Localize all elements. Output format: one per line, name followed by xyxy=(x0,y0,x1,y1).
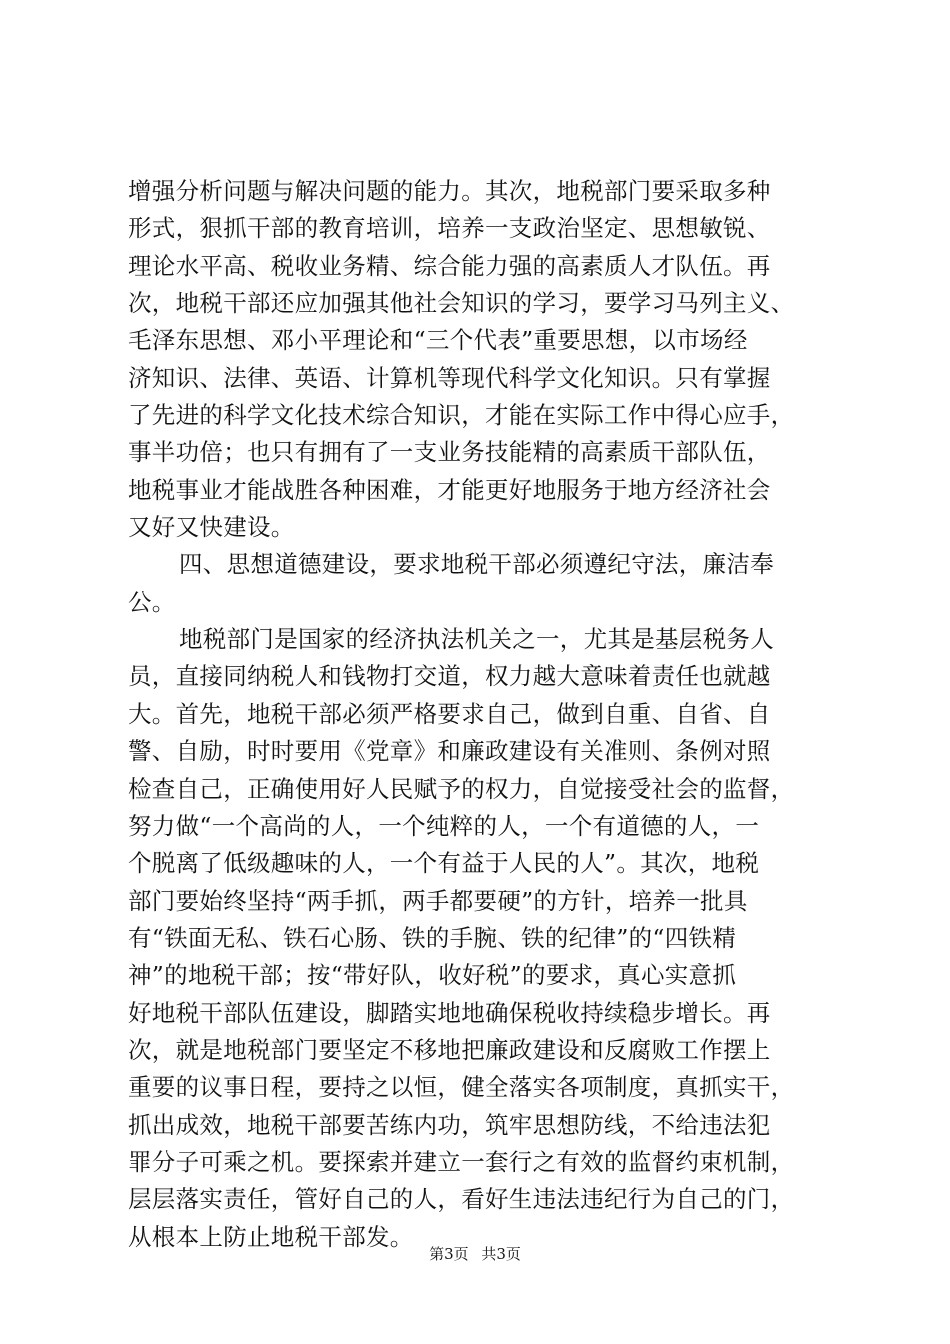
text-line: 好地税干部队伍建设，脚踏实地地确保税收持续稳步增长。再 xyxy=(128,998,771,1027)
text-line: 部门要始终坚持“两手抓，两手都要硬”的方针，培养一批具 xyxy=(128,886,748,915)
text-line: 理论水平高、税收业务精、综合能力强的高素质人才队伍。再 xyxy=(128,251,771,280)
text-line: 增强分析问题与解决问题的能力。其次，地税部门要采取多种 xyxy=(128,177,771,205)
text-line: 济知识、法律、英语、计算机等现代科学文化知识。只有掌握 xyxy=(128,363,771,392)
text-line: 地税事业才能战胜各种困难，才能更好地服务于地方经济社会 xyxy=(128,475,771,504)
text-line: 毛泽东思想、邓小平理论和“三个代表”重要思想，以市场经 xyxy=(128,326,748,355)
text-line: 警、自励，时时要用《党章》和廉政建设有关准则、条例对照 xyxy=(128,737,771,766)
text-line: 层层落实责任，管好自己的人，看好生违法违纪行为自己的门， xyxy=(128,1185,795,1214)
text-line: 重要的议事日程，要持之以恒，健全落实各项制度，真抓实干， xyxy=(128,1073,795,1102)
text-line: 从根本上防止地税干部发。 xyxy=(128,1222,414,1251)
text-line: 抓出成效，地税干部要苦练内功，筑牢思想防线，不给违法犯 xyxy=(128,1110,771,1139)
text-line: 检查自己，正确使用好人民赋予的权力，自觉接受社会的监督， xyxy=(128,774,795,803)
section-heading-line: 公。 xyxy=(128,587,176,616)
page-total: 共3页 xyxy=(481,1245,521,1263)
text-line: 次，地税干部还应加强其他社会知识的学习，要学习马列主义、 xyxy=(128,289,795,318)
text-line: 有“铁面无私、铁石心肠、铁的手腕、铁的纪律”的“四铁精 xyxy=(128,923,737,952)
text-line: 努力做“一个高尚的人，一个纯粹的人，一个有道德的人，一 xyxy=(128,811,760,840)
document-body xyxy=(128,173,832,1256)
text-line: 罪分子可乘之机。要探索并建立一套行之有效的监督约束机制， xyxy=(128,1147,795,1176)
text-line: 事半功倍；也只有拥有了一支业务技能精的高素质干部队伍， xyxy=(128,438,771,467)
text-line: 次，就是地税部门要坚定不移地把廉政建设和反腐败工作摆上 xyxy=(128,1035,771,1064)
text-line: 个脱离了低级趣味的人，一个有益于人民的人”。其次，地税 xyxy=(128,849,760,878)
section-heading-line: 四、思想道德建设，要求地税干部必须遵纪守法，廉洁奉 xyxy=(179,550,774,579)
text-line: 又好又快建设。 xyxy=(128,513,295,542)
text-line: 大。首先，地税干部必须严格要求自己，做到自重、自省、自 xyxy=(128,699,771,728)
page-footer xyxy=(0,1244,950,1264)
page-number: 第3页 xyxy=(429,1245,469,1263)
text-line: 形式，狠抓干部的教育培训，培养一支政治坚定、思想敏锐、 xyxy=(128,214,771,243)
text-line: 神”的地税干部；按“带好队，收好税”的要求，真心实意抓 xyxy=(128,961,737,990)
text-line: 员，直接同纳税人和钱物打交道，权力越大意味着责任也就越 xyxy=(128,662,771,691)
text-line: 地税部门是国家的经济执法机关之一，尤其是基层税务人 xyxy=(179,625,774,654)
text-line: 了先进的科学文化技术综合知识，才能在实际工作中得心应手， xyxy=(128,401,795,430)
